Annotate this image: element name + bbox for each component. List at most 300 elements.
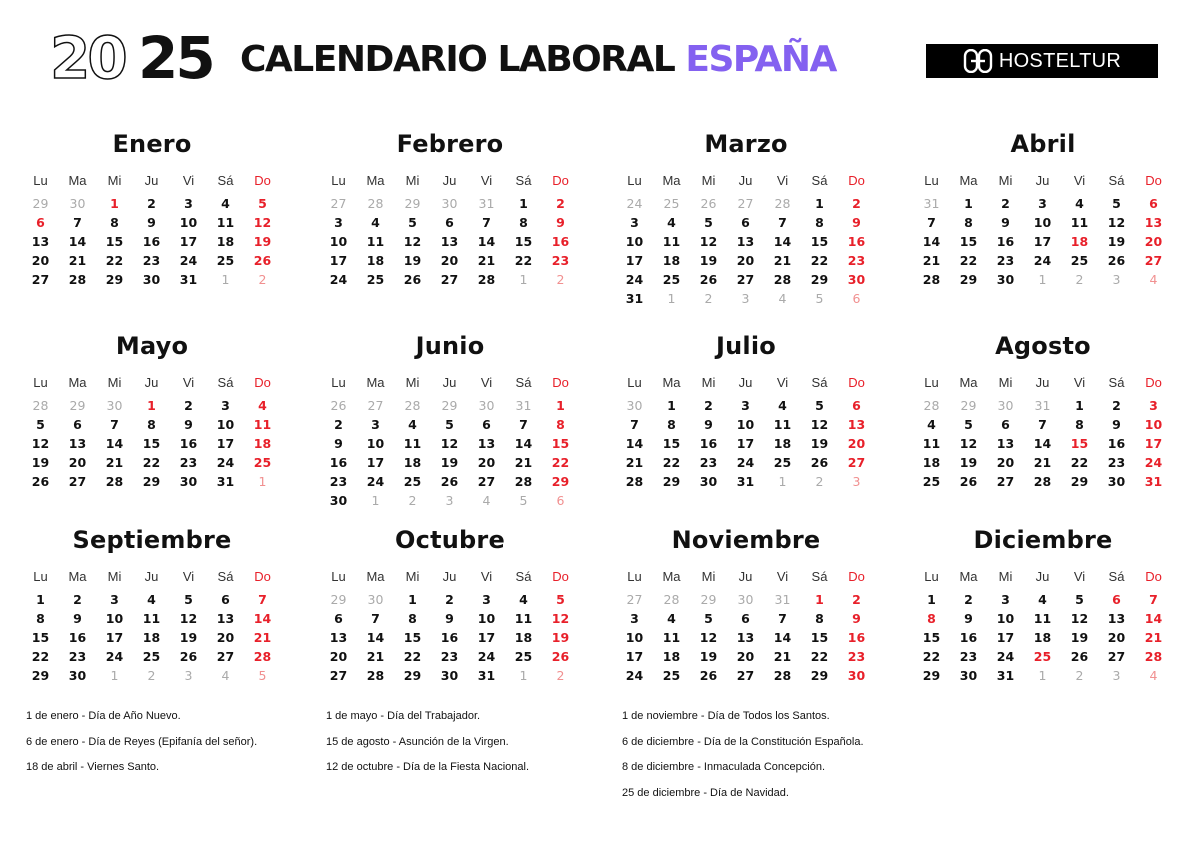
day-cell: 31 <box>216 474 235 489</box>
month-name: Abril <box>1010 130 1076 158</box>
day-cell: 9 <box>852 611 861 626</box>
weekday-label: Ju <box>1035 569 1050 584</box>
hosteltur-logo-icon <box>963 49 993 73</box>
day-cell: 30 <box>847 668 866 683</box>
day-cell: 26 <box>31 474 50 489</box>
day-cell: 5 <box>184 592 193 607</box>
day-cell: 28 <box>923 398 940 413</box>
day-cell: 6 <box>334 611 343 626</box>
day-cell: 2 <box>147 196 156 211</box>
day-cell: 10 <box>625 630 644 645</box>
day-cell: 27 <box>737 196 754 211</box>
day-cell: 5 <box>704 611 713 626</box>
day-cell: 21 <box>922 253 941 268</box>
day-cell: 21 <box>1144 630 1163 645</box>
day-cell: 8 <box>1075 417 1084 432</box>
day-cell: 6 <box>36 215 45 230</box>
day-cell: 17 <box>625 649 644 664</box>
weekday-label: Mi <box>405 375 420 390</box>
day-cell: 23 <box>551 253 570 268</box>
day-cell: 19 <box>699 253 718 268</box>
month-julio <box>616 328 876 491</box>
day-cell: 31 <box>1144 474 1163 489</box>
day-cell: 29 <box>959 272 978 287</box>
weekday-label: Ma <box>68 173 87 188</box>
day-cell: 21 <box>366 649 385 664</box>
day-cell: 7 <box>110 417 119 432</box>
day-cell: 3 <box>1112 272 1121 287</box>
day-cell: 26 <box>253 253 272 268</box>
weekday-label: Do <box>254 173 271 188</box>
day-cell: 8 <box>147 417 156 432</box>
weekday-label: Ju <box>738 569 753 584</box>
day-cell: 23 <box>1107 455 1126 470</box>
day-cell: 13 <box>996 436 1015 451</box>
day-cell: 22 <box>105 253 124 268</box>
day-cell: 19 <box>253 234 272 249</box>
day-cell: 16 <box>996 234 1015 249</box>
day-cell: 5 <box>408 215 417 230</box>
weekday-label: Lu <box>924 375 939 390</box>
weekday-label: Ma <box>662 375 681 390</box>
day-cell: 3 <box>371 417 380 432</box>
day-cell: 6 <box>73 417 82 432</box>
day-cell: 10 <box>329 234 348 249</box>
day-cell: 28 <box>774 196 791 211</box>
day-cell: 22 <box>810 253 829 268</box>
day-cell: 12 <box>551 611 570 626</box>
day-cell: 1 <box>519 272 528 287</box>
weekday-label: Mi <box>107 173 122 188</box>
weekday-label: Ma <box>68 569 87 584</box>
holiday-note: 6 de enero - Día de Reyes (Epifanía del señor). <box>26 735 258 748</box>
weekday-label: Sá <box>1108 173 1125 188</box>
day-cell: 19 <box>440 455 459 470</box>
day-cell: 11 <box>514 611 533 626</box>
day-cell: 2 <box>815 474 824 489</box>
day-cell: 13 <box>847 417 866 432</box>
day-cell: 4 <box>482 493 491 508</box>
day-cell: 24 <box>996 649 1015 664</box>
day-cell: 29 <box>662 474 681 489</box>
weekday-label: Sá <box>515 173 532 188</box>
day-cell: 10 <box>996 611 1015 626</box>
weekday-header <box>616 372 876 394</box>
day-cell: 18 <box>1033 630 1052 645</box>
day-cell: 21 <box>477 253 496 268</box>
day-cell: 15 <box>31 630 50 645</box>
weekday-label: Do <box>848 569 865 584</box>
day-cell: 4 <box>519 592 528 607</box>
day-cell: 15 <box>142 436 161 451</box>
day-cell: 6 <box>741 215 750 230</box>
weekday-label: Sá <box>217 569 234 584</box>
weekday-label: Lu <box>627 173 642 188</box>
day-cell: 26 <box>810 455 829 470</box>
day-cell: 12 <box>1107 215 1126 230</box>
weekday-label: Lu <box>627 375 642 390</box>
day-cell: 4 <box>778 398 787 413</box>
month-name: Febrero <box>396 130 504 158</box>
day-cell: 2 <box>445 592 454 607</box>
day-cell: 16 <box>142 234 161 249</box>
weekday-label: Vi <box>480 375 493 390</box>
day-cell: 9 <box>1112 417 1121 432</box>
day-cell: 4 <box>1149 272 1158 287</box>
weekday-label: Mi <box>701 375 716 390</box>
day-cell: 25 <box>922 474 941 489</box>
day-cell: 25 <box>1033 649 1052 664</box>
weekday-label: Do <box>848 375 865 390</box>
day-cell: 22 <box>403 649 422 664</box>
day-cell: 28 <box>1033 474 1052 489</box>
weekday-label: Ma <box>366 375 385 390</box>
day-cell: 17 <box>179 234 198 249</box>
day-cell: 18 <box>403 455 422 470</box>
month-octubre <box>320 522 580 685</box>
weekday-label: Ma <box>366 569 385 584</box>
day-cell: 10 <box>366 436 385 451</box>
day-cell: 2 <box>1001 196 1010 211</box>
day-cell: 20 <box>1107 630 1126 645</box>
day-cell: 7 <box>630 417 639 432</box>
day-cell: 3 <box>482 592 491 607</box>
weekday-label: Ju <box>1035 375 1050 390</box>
day-cell: 24 <box>179 253 198 268</box>
day-cell: 11 <box>253 417 272 432</box>
day-cell: 19 <box>1070 630 1089 645</box>
day-cell: 14 <box>1144 611 1163 626</box>
day-cell: 7 <box>1038 417 1047 432</box>
day-cell: 19 <box>959 455 978 470</box>
month-name: Agosto <box>995 332 1091 360</box>
day-cell: 28 <box>367 196 384 211</box>
holiday-note: 6 de diciembre - Día de la Constitución Española. <box>622 735 864 748</box>
day-cell: 30 <box>440 668 459 683</box>
weekday-label: Do <box>254 569 271 584</box>
day-cell: 20 <box>847 436 866 451</box>
month-marzo <box>616 126 876 308</box>
day-cell: 29 <box>32 196 49 211</box>
weekday-label: Ju <box>144 173 159 188</box>
day-cell: 11 <box>366 234 385 249</box>
day-cell: 1 <box>927 592 936 607</box>
day-cell: 14 <box>773 234 792 249</box>
holiday-notes-column <box>26 706 257 783</box>
day-cell: 26 <box>959 474 978 489</box>
day-cell: 28 <box>366 668 385 683</box>
day-cell: 25 <box>773 455 792 470</box>
weekday-label: Lu <box>924 173 939 188</box>
day-cell: 2 <box>704 398 713 413</box>
day-grid <box>22 194 282 289</box>
day-cell: 24 <box>366 474 385 489</box>
day-cell: 20 <box>736 253 755 268</box>
day-cell: 20 <box>216 630 235 645</box>
day-cell: 27 <box>329 668 348 683</box>
day-cell: 5 <box>1112 196 1121 211</box>
day-cell: 21 <box>773 253 792 268</box>
weekday-label: Vi <box>1073 173 1086 188</box>
day-cell: 29 <box>922 668 941 683</box>
day-cell: 26 <box>699 272 718 287</box>
day-cell: 28 <box>625 474 644 489</box>
weekday-label: Lu <box>331 569 346 584</box>
day-cell: 27 <box>68 474 87 489</box>
day-cell: 21 <box>105 455 124 470</box>
day-cell: 5 <box>258 196 267 211</box>
day-cell: 17 <box>105 630 124 645</box>
day-cell: 15 <box>922 630 941 645</box>
day-cell: 22 <box>810 649 829 664</box>
day-cell: 24 <box>736 455 755 470</box>
day-cell: 15 <box>403 630 422 645</box>
day-cell: 30 <box>1107 474 1126 489</box>
day-cell: 31 <box>1034 398 1051 413</box>
day-cell: 19 <box>699 649 718 664</box>
day-cell: 3 <box>630 215 639 230</box>
day-cell: 29 <box>142 474 161 489</box>
day-cell: 12 <box>403 234 422 249</box>
day-cell: 7 <box>519 417 528 432</box>
day-cell: 29 <box>1070 474 1089 489</box>
day-cell: 1 <box>408 592 417 607</box>
day-cell: 1 <box>371 493 380 508</box>
weekday-label: Sá <box>217 173 234 188</box>
day-cell: 1 <box>147 398 156 413</box>
month-name: Noviembre <box>671 526 821 554</box>
day-cell: 23 <box>699 455 718 470</box>
day-cell: 20 <box>68 455 87 470</box>
day-cell: 24 <box>105 649 124 664</box>
day-cell: 28 <box>1144 649 1163 664</box>
day-cell: 25 <box>1070 253 1089 268</box>
day-grid <box>320 590 580 685</box>
month-name: Junio <box>415 332 485 360</box>
day-cell: 27 <box>477 474 496 489</box>
day-cell: 27 <box>736 668 755 683</box>
day-cell: 10 <box>477 611 496 626</box>
month-diciembre <box>913 522 1173 685</box>
day-cell: 2 <box>1112 398 1121 413</box>
day-cell: 11 <box>662 234 681 249</box>
title-accent: ESPAÑA <box>685 39 836 80</box>
day-cell: 13 <box>736 630 755 645</box>
weekday-label: Mi <box>998 569 1013 584</box>
month-name: Septiembre <box>72 526 232 554</box>
day-cell: 26 <box>1107 253 1126 268</box>
day-cell: 28 <box>404 398 421 413</box>
day-cell: 8 <box>36 611 45 626</box>
day-cell: 5 <box>36 417 45 432</box>
day-cell: 13 <box>216 611 235 626</box>
weekday-label: Vi <box>776 173 789 188</box>
month-agosto <box>913 328 1173 491</box>
holiday-note: 12 de octubre - Día de la Fiesta Nacional. <box>326 761 530 773</box>
day-grid <box>22 590 282 685</box>
day-cell: 4 <box>258 398 267 413</box>
weekday-header <box>913 372 1173 394</box>
day-cell: 19 <box>179 630 198 645</box>
day-cell: 23 <box>142 253 161 268</box>
year-solid: 25 <box>138 24 213 92</box>
day-cell: 23 <box>847 649 866 664</box>
month-febrero <box>320 126 580 289</box>
day-cell: 21 <box>68 253 87 268</box>
day-cell: 29 <box>960 398 977 413</box>
weekday-label: Do <box>1145 569 1162 584</box>
day-cell: 25 <box>366 272 385 287</box>
day-cell: 18 <box>662 253 681 268</box>
day-cell: 27 <box>736 272 755 287</box>
weekday-label: Ma <box>662 569 681 584</box>
month-abril <box>913 126 1173 289</box>
weekday-label: Vi <box>182 173 195 188</box>
day-cell: 23 <box>329 474 348 489</box>
day-cell: 20 <box>736 649 755 664</box>
day-cell: 17 <box>477 630 496 645</box>
day-cell: 25 <box>216 253 235 268</box>
day-cell: 29 <box>810 668 829 683</box>
day-cell: 5 <box>815 291 824 306</box>
weekday-label: Do <box>552 375 569 390</box>
weekday-label: Mi <box>107 569 122 584</box>
day-cell: 27 <box>1107 649 1126 664</box>
day-cell: 12 <box>1070 611 1089 626</box>
day-cell: 1 <box>556 398 565 413</box>
day-cell: 25 <box>514 649 533 664</box>
day-cell: 24 <box>216 455 235 470</box>
day-cell: 30 <box>959 668 978 683</box>
day-cell: 3 <box>110 592 119 607</box>
day-cell: 4 <box>1075 196 1084 211</box>
day-cell: 13 <box>329 630 348 645</box>
day-cell: 20 <box>1144 234 1163 249</box>
day-cell: 6 <box>221 592 230 607</box>
day-cell: 7 <box>927 215 936 230</box>
day-cell: 18 <box>1070 234 1089 249</box>
day-cell: 17 <box>216 436 235 451</box>
day-cell: 24 <box>626 196 643 211</box>
day-cell: 31 <box>477 668 496 683</box>
day-cell: 16 <box>959 630 978 645</box>
weekday-label: Sá <box>515 569 532 584</box>
weekday-label: Vi <box>1073 375 1086 390</box>
day-cell: 22 <box>1070 455 1089 470</box>
weekday-label: Ju <box>144 569 159 584</box>
day-cell: 9 <box>704 417 713 432</box>
day-cell: 4 <box>221 196 230 211</box>
day-cell: 24 <box>625 668 644 683</box>
day-cell: 31 <box>774 592 791 607</box>
day-grid <box>616 590 876 685</box>
day-cell: 4 <box>408 417 417 432</box>
day-cell: 3 <box>184 196 193 211</box>
day-cell: 30 <box>367 592 384 607</box>
day-cell: 14 <box>922 234 941 249</box>
day-cell: 1 <box>221 272 230 287</box>
day-cell: 30 <box>69 196 86 211</box>
day-grid <box>320 194 580 289</box>
month-name: Enero <box>112 130 192 158</box>
day-cell: 8 <box>964 215 973 230</box>
day-cell: 10 <box>1033 215 1052 230</box>
brand-logo-box <box>926 44 1158 78</box>
month-name: Diciembre <box>973 526 1113 554</box>
day-cell: 31 <box>179 272 198 287</box>
day-cell: 18 <box>253 436 272 451</box>
day-cell: 4 <box>667 611 676 626</box>
page-header <box>0 0 1200 100</box>
day-cell: 29 <box>810 272 829 287</box>
day-cell: 11 <box>216 215 235 230</box>
day-cell: 13 <box>1144 215 1163 230</box>
day-cell: 2 <box>334 417 343 432</box>
day-cell: 26 <box>700 196 717 211</box>
day-cell: 28 <box>922 272 941 287</box>
day-cell: 11 <box>142 611 161 626</box>
holiday-note: 1 de noviembre - Día de Todos los Santos. <box>622 710 830 722</box>
day-cell: 13 <box>1107 611 1126 626</box>
day-cell: 24 <box>477 649 496 664</box>
day-cell: 5 <box>815 398 824 413</box>
day-cell: 29 <box>404 196 421 211</box>
day-cell: 2 <box>184 398 193 413</box>
weekday-header <box>913 566 1173 588</box>
day-cell: 12 <box>179 611 198 626</box>
day-cell: 1 <box>519 668 528 683</box>
weekday-label: Sá <box>1108 375 1125 390</box>
day-cell: 11 <box>773 417 792 432</box>
day-cell: 3 <box>1149 398 1158 413</box>
day-cell: 20 <box>31 253 50 268</box>
day-cell: 22 <box>31 649 50 664</box>
day-cell: 15 <box>1070 436 1089 451</box>
weekday-label: Vi <box>1073 569 1086 584</box>
day-cell: 10 <box>179 215 198 230</box>
weekday-label: Do <box>552 569 569 584</box>
day-cell: 29 <box>69 398 86 413</box>
day-cell: 24 <box>1144 455 1163 470</box>
holiday-note: 25 de diciembre - Día de Navidad. <box>622 786 789 799</box>
day-cell: 18 <box>216 234 235 249</box>
day-cell: 19 <box>551 630 570 645</box>
weekday-label: Vi <box>182 569 195 584</box>
day-cell: 24 <box>1033 253 1052 268</box>
day-cell: 21 <box>514 455 533 470</box>
day-cell: 5 <box>445 417 454 432</box>
day-cell: 14 <box>1033 436 1052 451</box>
day-cell: 21 <box>773 649 792 664</box>
weekday-label: Do <box>848 173 865 188</box>
day-cell: 18 <box>514 630 533 645</box>
day-cell: 25 <box>253 455 272 470</box>
day-cell: 21 <box>253 630 272 645</box>
day-cell: 31 <box>923 196 940 211</box>
brand-name: HOSTELTUR <box>998 49 1122 72</box>
day-grid <box>913 396 1173 491</box>
day-cell: 17 <box>329 253 348 268</box>
weekday-label: Lu <box>331 173 346 188</box>
month-name: Octubre <box>395 526 505 554</box>
day-cell: 4 <box>1038 592 1047 607</box>
day-cell: 30 <box>68 668 87 683</box>
day-cell: 27 <box>626 592 643 607</box>
day-cell: 1 <box>815 592 824 607</box>
day-cell: 27 <box>996 474 1015 489</box>
day-cell: 4 <box>221 668 230 683</box>
day-cell: 7 <box>778 215 787 230</box>
